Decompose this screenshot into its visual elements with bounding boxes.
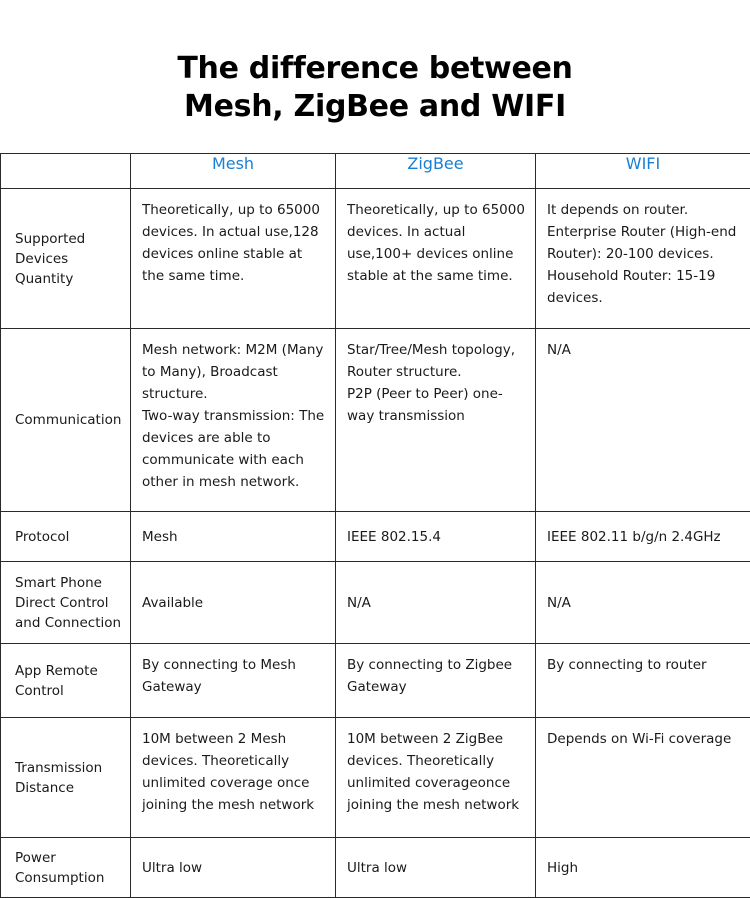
header-corner — [1, 154, 131, 189]
cell-mesh-protocol: Mesh — [131, 512, 336, 562]
table-row — [1, 644, 750, 718]
zigbee-communication-transmission: P2P (Peer to Peer) one-way transmission — [347, 383, 527, 427]
row-label-phone-control: Smart Phone Direct Control and Connection — [1, 562, 131, 644]
cell-wifi-app-remote: By connecting to router — [536, 644, 750, 718]
mesh-communication-structure: Mesh network: M2M (Many to Many), Broadcast structure. — [142, 339, 327, 405]
cell-wifi-quantity: It depends on router. Enterprise Router (High-end Router): 20-100 devices. Household Router: 15-19 devices. — [536, 189, 750, 329]
header-mesh: Mesh — [131, 154, 336, 189]
header-zigbee: ZigBee — [336, 154, 536, 189]
row-label-app-remote: App Remote Control — [1, 644, 131, 718]
table-row — [1, 718, 750, 838]
cell-zigbee-quantity: Theoretically, up to 65000 devices. In actual use,100+ devices online stable at the same time. — [336, 189, 536, 329]
cell-mesh-power: Ultra low — [131, 838, 336, 898]
table-row — [1, 838, 750, 898]
cell-wifi-power: High — [536, 838, 750, 898]
mesh-communication-transmission: Two-way transmission: The devices are able to communicate with each other in mesh network. — [142, 405, 327, 493]
cell-mesh-app-remote: By connecting to Mesh Gateway — [131, 644, 336, 718]
cell-wifi-phone-control: N/A — [536, 562, 750, 644]
cell-zigbee-power: Ultra low — [336, 838, 536, 898]
zigbee-communication-structure: Star/Tree/Mesh topology, Router structure. — [347, 339, 527, 383]
table-row — [1, 562, 750, 644]
comparison-table — [0, 153, 750, 898]
row-label-quantity: Supported Devices Quantity — [1, 189, 131, 329]
row-label-protocol: Protocol — [1, 512, 131, 562]
cell-mesh-quantity: Theoretically, up to 65000 devices. In actual use,128 devices online stable at the same time. — [131, 189, 336, 329]
table-row — [1, 512, 750, 562]
cell-zigbee-phone-control: N/A — [336, 562, 536, 644]
title-line-1: The difference between — [0, 50, 750, 88]
header-wifi: WIFI — [536, 154, 750, 189]
row-label-power: Power Consumption — [1, 838, 131, 898]
table-row — [1, 329, 750, 512]
row-label-distance: Transmission Distance — [1, 718, 131, 838]
cell-mesh-phone-control: Available — [131, 562, 336, 644]
cell-zigbee-communication — [336, 329, 536, 512]
table-row — [1, 189, 750, 329]
page-title — [0, 50, 750, 126]
cell-wifi-distance: Depends on Wi-Fi coverage — [536, 718, 750, 838]
table-header-row — [1, 154, 750, 189]
cell-mesh-communication — [131, 329, 336, 512]
cell-wifi-communication: N/A — [536, 329, 750, 512]
title-line-2: Mesh, ZigBee and WIFI — [0, 88, 750, 126]
cell-zigbee-app-remote: By connecting to Zigbee Gateway — [336, 644, 536, 718]
cell-mesh-distance: 10M between 2 Mesh devices. Theoretically unlimited coverage once joining the mesh network — [131, 718, 336, 838]
cell-wifi-protocol: IEEE 802.11 b/g/n 2.4GHz — [536, 512, 750, 562]
cell-zigbee-distance: 10M between 2 ZigBee devices. Theoretically unlimited coverageonce joining the mesh network — [336, 718, 536, 838]
row-label-communication: Communication — [1, 329, 131, 512]
cell-zigbee-protocol: IEEE 802.15.4 — [336, 512, 536, 562]
